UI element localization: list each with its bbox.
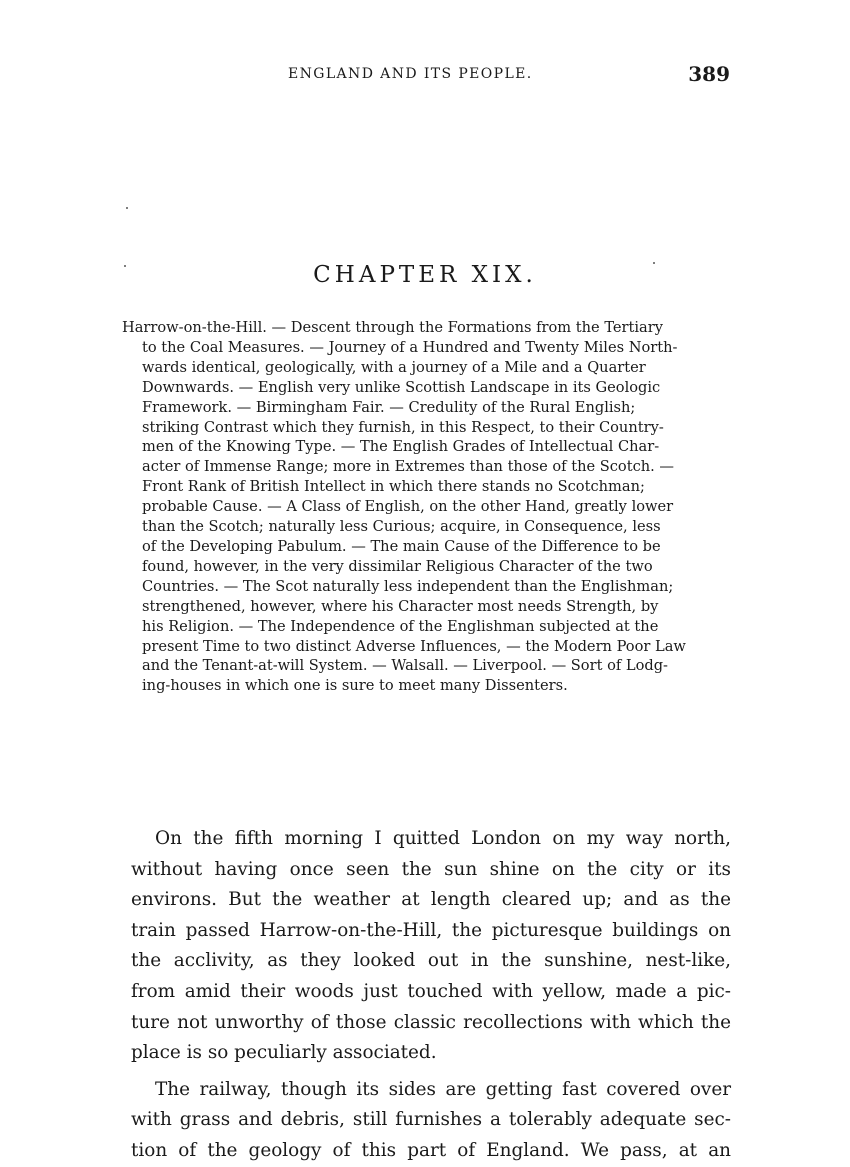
body-line: tion of the geology of this part of England. We pass, at an <box>131 1139 731 1161</box>
body-line: from amid their woods just touched with yellow, made a pic- <box>131 980 731 1002</box>
synopsis-line: of the Developing Pabulum. — The main Cause of the Difference to be <box>142 537 661 555</box>
chapter-synopsis <box>122 318 730 696</box>
synopsis-line: Harrow-on-the-Hill. — Descent through the Formations from the Tertiary <box>122 319 663 336</box>
print-speck <box>126 207 128 209</box>
synopsis-line: found, however, in the very dissimilar Religious Character of the two <box>142 557 653 575</box>
synopsis-line: wards identical, geologically, with a journey of a Mile and a Quarter <box>142 358 646 376</box>
synopsis-line: strengthened, however, where his Character most needs Strength, by <box>142 597 659 615</box>
synopsis-line: striking Contrast which they furnish, in this Respect, to their Country- <box>142 418 664 436</box>
body-line: train passed Harrow-on-the-Hill, the picturesque buildings on <box>131 919 731 941</box>
body-line: the acclivity, as they looked out in the sunshine, nest-like, <box>131 950 731 972</box>
body-text <box>131 824 731 1167</box>
body-line: ture not unworthy of those classic recollections with which the <box>131 1011 731 1033</box>
chapter-title: CHAPTER XIX. <box>313 262 537 288</box>
body-line: The railway, though its sides are getting fast covered over <box>155 1078 731 1100</box>
synopsis-line: Framework. — Birmingham Fair. — Credulity of the Rural English; <box>142 398 636 416</box>
body-line: place is so peculiarly associated. <box>131 1042 437 1064</box>
body-line: environs. But the weather at length cleared up; and as the <box>131 889 731 911</box>
synopsis-line: his Religion. — The Independence of the Englishman subjected at the <box>142 617 659 635</box>
body-line: On the fifth morning I quitted London on my way north, <box>155 828 731 849</box>
synopsis-line: Countries. — The Scot naturally less independent than the Englishman; <box>142 577 674 595</box>
synopsis-line: than the Scotch; naturally less Curious; acquire, in Consequence, less <box>142 518 661 536</box>
synopsis-line: acter of Immense Range; more in Extremes than those of the Scotch. — <box>142 458 675 476</box>
body-line: with grass and debris, still furnishes a tolerably adequate sec- <box>131 1109 731 1131</box>
synopsis-line: Downwards. — English very unlike Scottish Landscape in its Geologic <box>142 378 661 396</box>
synopsis-line: ing-houses in which one is sure to meet many Dissenters. <box>142 677 568 695</box>
synopsis-line: and the Tenant-at-will System. — Walsall. — Liverpool. — Sort of Lodg- <box>142 657 668 675</box>
page-number: 389 <box>688 62 730 86</box>
body-line: without having once seen the sun shine on the city or its <box>131 858 731 880</box>
synopsis-line: to the Coal Measures. — Journey of a Hundred and Twenty Miles North- <box>142 338 678 356</box>
synopsis-line: probable Cause. — A Class of English, on the other Hand, greatly lower <box>142 498 674 516</box>
synopsis-line: present Time to two distinct Adverse Influences, — the Modern Poor Law <box>142 637 686 655</box>
running-head <box>130 62 730 92</box>
synopsis-line: Front Rank of British Intellect in which there stands no Scotchman; <box>142 478 645 496</box>
synopsis-line: men of the Knowing Type. — The English Grades of Intellectual Char- <box>142 438 660 456</box>
running-title: ENGLAND AND ITS PEOPLE. <box>288 66 533 82</box>
